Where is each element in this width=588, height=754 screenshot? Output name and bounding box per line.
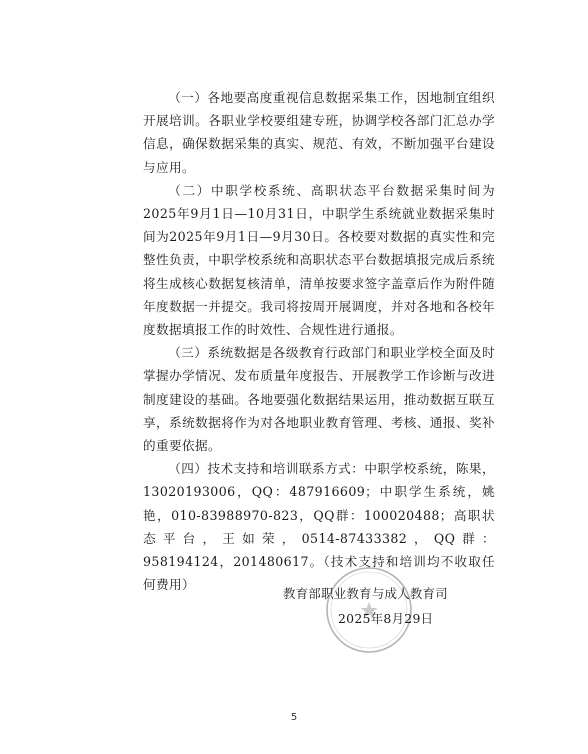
- paragraph-4: （四）技术支持和培训联系方式：中职学校系统，陈果，13020193006，QQ：487916609；中职学生系统，姚艳，010-83988970-823，QQ群：100020488；高职状态平台，王如荣，0514-87433382，QQ群：958194124，201480617。（技术支持和培训均不收取任何费用）: [143, 461, 495, 593]
- paragraph-2: （二）中职学校系统、高职状态平台数据采集时间为2025年9月1日—10月31日，中职学生系统就业数据采集时间为2025年9月1日—9月30日。各校要对数据的真实性和完整性负责，中职学校系统和高职状态平台数据填报完成后系统将生成核心数据复核清单，清单按要求签字盖章后作为附件随年度数据一并提交。我司将按周开展调度，并对各地和各校年度数据填报工作的时效性、合规性进行通报。: [143, 182, 495, 338]
- document-body: [143, 86, 495, 596]
- signature-block: [283, 582, 505, 642]
- issue-date: 2025年8月29日: [338, 611, 434, 626]
- page-number: 5: [290, 712, 298, 723]
- issuing-organization: 教育部职业教育与成人教育司: [283, 586, 448, 601]
- paragraph-1: （一）各地要高度重视信息数据采集工作，因地制宜组织开展培训。各职业学校要组建专班，协调学校各部门汇总办学信息，确保数据采集的真实、规范、有效，不断加强平台建设与应用。: [143, 90, 495, 175]
- paragraph-3: （三）系统数据是各级教育行政部门和职业学校全面及时掌握办学情况、发布质量年度报告、开展教学工作诊断与改进制度建设的基础。各地要强化数据结果运用，推动数据互联互享，系统数据将作为对各地职业教育管理、考核、通报、奖补的重要依据。: [143, 345, 495, 454]
